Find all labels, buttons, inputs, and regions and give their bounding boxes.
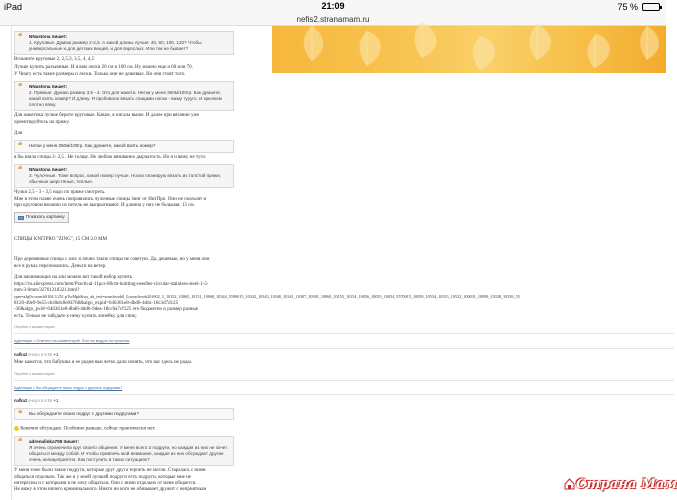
- left-margin-column: [0, 26, 12, 500]
- quote-block: [14, 164, 234, 188]
- comment-text: Для: [14, 131, 23, 137]
- comment-text: я бы взяла спицы 2- 2,5 . Не толще. Не люблю вязиванно дырчатость. Но я и вяжу не туго.: [14, 154, 207, 160]
- battery-percent: 75 %: [617, 2, 638, 12]
- divider: [14, 394, 674, 395]
- quote-text: Я очень ограничила круг своего общения. У меня всего 3 подруги, но каждая из них не хочет общаться между собой. И чтобы привлечь мой внимание, каждая из них обсуждает другие очень нелицеприятно. Как поступить в таких ситуациях?: [29, 445, 228, 463]
- thread-link[interactable]: [14, 338, 234, 344]
- status-bar: [0, 0, 666, 14]
- quote-icon: ❝: [18, 165, 23, 175]
- comment-time: вчера в 8:55: [28, 351, 53, 357]
- like-count[interactable]: +1: [53, 398, 59, 404]
- thread-link-text[interactable]: Адаптация > Ответить на комментарий. Этот же модуль на прошлом: [14, 339, 130, 344]
- product-link[interactable]: spm=a2g0v.search0104.3.251.pTwMpk&ws_ab_test=searchweb0_0,searchweb201602_3_10152_10065_10151_10068_10344_5590015_10342_10343_10340_10341_10307_10301_10060_10155_10154_10056_10055_10054_5570015_10059_10534_10533_10532_100031_10099_10338_10339_55: [14, 294, 520, 300]
- house-icon: [564, 478, 575, 490]
- comment-link[interactable]: Перейти к комментарию: [14, 371, 55, 376]
- quote-icon: ❝: [18, 32, 23, 41]
- inline-quote: [14, 140, 234, 152]
- quote-text: 2. Прямые. Думаю размер 3,5 - 4. Это для жакета. Нитки у меня 350м/100гр. Как думаете, какой взять номер? И длину. Я пробовала вязать спицами носки - вжму туууго. И крючком плотно вяжу.: [29, 90, 222, 108]
- product-link[interactable]: mm-3-0mm/32761318321.html?: [14, 287, 80, 293]
- comment-header: [14, 352, 234, 358]
- comment-text: У меня тоже были такие подруги, которые друг друга терпеть не могли. Старалась с ними: [14, 468, 206, 474]
- image-icon: [18, 216, 24, 220]
- comment-text-body: Конечно обсуждаю. Особенно раньше, сейчас практически нет.: [20, 426, 156, 432]
- comment-text: Не вижу в этом ничего криминального. Никто ни кого не обязывает дружит с неприятным: [14, 487, 207, 493]
- quote-author: NNastona пишет:: [29, 167, 68, 173]
- thread-link-text[interactable]: Адаптация > Вы обсуждаете своих подруг с другими подругами?: [14, 385, 123, 390]
- comment-text: Мне кажется, что бабушка и ее родня вам четко дали понять, что вас здесь не рады.: [14, 360, 192, 366]
- comment-header: [14, 398, 234, 404]
- comment-text: есть. Только не забудьте к нему купить линейку для спиц.: [14, 313, 137, 319]
- clock: 21:09: [321, 1, 345, 11]
- quote-icon: ❝: [18, 82, 23, 92]
- comment-thread: [14, 28, 520, 494]
- comment-time: вчера в 8:55: [28, 398, 53, 404]
- logo-text: Страна Мам: [576, 477, 677, 492]
- quote-icon: ❝: [18, 408, 23, 418]
- quote-author: adrenalinka709 пишет:: [29, 439, 80, 445]
- inline-quote-text: Вы обсуждаете своих подруг с другими подругами?: [29, 410, 139, 416]
- device-label: iPad: [4, 2, 23, 12]
- status-right: [617, 2, 660, 12]
- inline-quote-text: Нитки у меня 350м/100гр. Как думаете, какой взять номер?: [29, 143, 156, 149]
- product-link[interactable]: -36&algo_pvid=646361e8-dbd6-4dd6-9dea-18cc0a7cf125 это бюджетно и размер разные: [14, 307, 198, 313]
- divider: [14, 348, 674, 349]
- leaves-pattern: [272, 26, 666, 73]
- inline-quote: [14, 408, 234, 420]
- quote-text: 3. Чулочные. Тоже вопрос, какой номер лучше. Носки планирую вязать из толстой пряжи, обычные шерстяные, теплые.: [29, 173, 221, 185]
- quote-icon: ❝: [18, 141, 23, 151]
- product-link[interactable]: 8120-49e9-9e55-dcdbdc8e04768&algo_expid=646361e8-dbd6-4ddc-18c3d7d125: [14, 300, 179, 306]
- comment-text: все в руках переломались. Деньги на ветер.: [14, 263, 107, 269]
- comment-text: Для жакетика лучше берите круговые. Какие, я писала выше. И далее при вязании уже ориентируйтесь на пряжу.: [14, 113, 199, 125]
- url-text[interactable]: nefis2.stranamam.ru: [296, 15, 370, 24]
- header-banner: [272, 26, 666, 73]
- comment-link[interactable]: Перейти к комментарию: [14, 324, 55, 329]
- comment-text: Возьмите круговые 2, 2,5,3, 3,5, 4, 4,5: [14, 57, 95, 62]
- comment-text: Лучше купить разъемные. И я вам лески 20 см и 100 см. Ну можно еще и 60 или 70.: [14, 65, 193, 71]
- battery-icon: [642, 3, 660, 11]
- comment-author[interactable]: nafka2: [14, 398, 28, 404]
- smile-icon: [14, 426, 19, 431]
- quote-text: 1. Круговые. Думаю размер 2-2,5. А какой длины лучше: 40, 60, 100, 120? Чтобы универсальные и для детских вещей, и для взрослых. Или так не бывает?: [29, 40, 202, 51]
- comment-text: Мне в этом плане очень понравились чулочные спицы Зинг от НитПро. Они не скользят и: [14, 196, 207, 202]
- show-picture-label: Показать картинку: [26, 214, 65, 220]
- site-logo: [564, 474, 677, 496]
- comment-text: общаться отдельно. Так же и у моей лучшей подруги есть подруги, которые мне не: [14, 474, 191, 480]
- quote-block: [14, 31, 234, 55]
- comment-text: Чулки 2,5 - 3 - 3,5 надо по пряже смотреть.: [14, 190, 106, 196]
- comment-text: Для начинающих на али можно вот такой набор купить: [14, 275, 133, 281]
- divider: [14, 333, 674, 334]
- show-picture-button[interactable]: [14, 212, 69, 222]
- divider: [14, 380, 674, 381]
- like-count[interactable]: +1: [53, 351, 59, 357]
- address-bar[interactable]: [0, 14, 666, 26]
- quote-block: [14, 81, 234, 111]
- comment-text: при круговом вязании из петель не выпрыгивают. И длинна у них не большая. 15 см.: [14, 203, 195, 209]
- comment-text: Про деревянные спицы с али: я лично такие спицы не советую. Да, дешевые, но у меня они: [14, 257, 210, 263]
- comment-text: [14, 426, 234, 433]
- comment-text: У Чиагу есть такие размеры и лески. Только они не дешевые. Но они стоят того.: [14, 71, 186, 77]
- thread-link[interactable]: [14, 385, 234, 391]
- product-title: СПИЦЫ KNITPRO "ZING", 15 СМ 2.0 ММ: [14, 236, 107, 242]
- quote-author: NNastona пишет:: [29, 34, 68, 39]
- comment-author[interactable]: nafka2: [14, 351, 28, 357]
- comment-text: интересны и с которыми я не хочу общаться. Они с ними отдельно от меня общается.: [14, 481, 197, 487]
- quote-icon: ❝: [18, 437, 23, 447]
- quote-block: [14, 436, 234, 466]
- quote-author: NNastona пишет:: [29, 84, 68, 90]
- product-link[interactable]: https://ru.aliexpress.com/item/Practical-11pcs-80cm-knitting-needles-circular-stainless-steel-1-5-: [14, 281, 209, 287]
